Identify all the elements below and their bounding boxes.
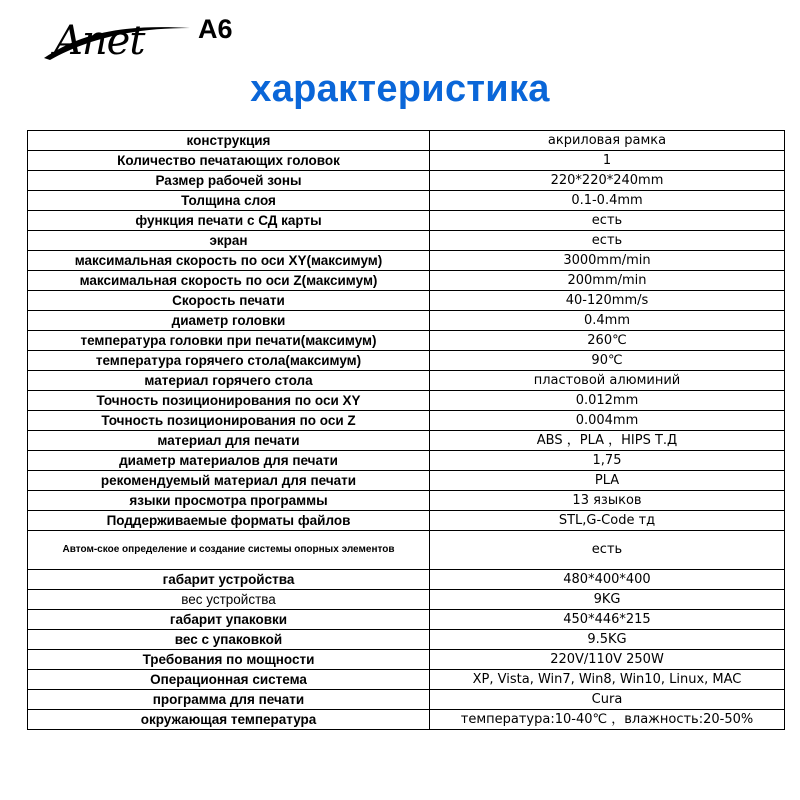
table-row <box>28 511 785 531</box>
spec-value: 90℃ <box>430 351 785 371</box>
table-row <box>28 331 785 351</box>
table-row <box>28 411 785 431</box>
spec-label: программа для печати <box>28 690 430 710</box>
spec-label: максимальная скорость по оси Z(максимум) <box>28 271 430 291</box>
spec-label: максимальная скорость по оси XY(максимум) <box>28 251 430 271</box>
spec-label: габарит упаковки <box>28 610 430 630</box>
brand-name: Anet <box>54 18 145 64</box>
model-name: A6 <box>198 14 233 44</box>
spec-value: PLA <box>430 471 785 491</box>
spec-label: окружающая температура <box>28 710 430 730</box>
spec-label: вес с упаковкой <box>28 630 430 650</box>
spec-label: Автом-ское определение и создание системы опорных элементов <box>28 531 430 570</box>
spec-value: 260℃ <box>430 331 785 351</box>
table-row <box>28 311 785 331</box>
table-row <box>28 650 785 670</box>
table-row <box>28 491 785 511</box>
spec-value: 40-120mm/s <box>430 291 785 311</box>
spec-label: диаметр материалов для печати <box>28 451 430 471</box>
table-row <box>28 271 785 291</box>
table-row <box>28 690 785 710</box>
spec-value: акриловая рамка <box>430 131 785 151</box>
spec-label: габарит устройства <box>28 570 430 590</box>
spec-label: вес устройства <box>28 590 430 610</box>
spec-value: температура:10-40℃ ，влажность:20-50% <box>430 710 785 730</box>
spec-label: Размер рабочей зоны <box>28 171 430 191</box>
table-row <box>28 251 785 271</box>
table-row <box>28 351 785 371</box>
spec-value: ABS ，PLA ，HIPS Т.Д <box>430 431 785 451</box>
spec-label: языки просмотра программы <box>28 491 430 511</box>
table-row <box>28 570 785 590</box>
spec-value: Cura <box>430 690 785 710</box>
spec-value: 13 языков <box>430 491 785 511</box>
spec-value: STL,G-Code тд <box>430 511 785 531</box>
spec-label: Количество печатающих головок <box>28 151 430 171</box>
table-row <box>28 171 785 191</box>
table-row <box>28 231 785 251</box>
spec-label: материал для печати <box>28 431 430 451</box>
table-row <box>28 211 785 231</box>
spec-value: 9KG <box>430 590 785 610</box>
table-row <box>28 610 785 630</box>
spec-value: 220V/110V 250W <box>430 650 785 670</box>
spec-label: Требования по мощности <box>28 650 430 670</box>
spec-value: 220*220*240mm <box>430 171 785 191</box>
spec-value: 450*446*215 <box>430 610 785 630</box>
table-row <box>28 531 785 570</box>
page-title: характеристика <box>250 68 550 110</box>
table-row <box>28 131 785 151</box>
spec-value: есть <box>430 231 785 251</box>
spec-value: 0.012mm <box>430 391 785 411</box>
spec-value: пластовой алюминий <box>430 371 785 391</box>
table-row <box>28 431 785 451</box>
table-row <box>28 391 785 411</box>
table-row <box>28 670 785 690</box>
spec-value: 0.1-0.4mm <box>430 191 785 211</box>
spec-label: Точность позиционирования по оси Z <box>28 411 430 431</box>
spec-value: 480*400*400 <box>430 570 785 590</box>
spec-value: 200mm/min <box>430 271 785 291</box>
spec-value: есть <box>430 531 785 570</box>
spec-label: Толщина слоя <box>28 191 430 211</box>
spec-value: XP, Vista, Win7, Win8, Win10, Linux, MAC <box>430 670 785 690</box>
table-row <box>28 371 785 391</box>
table-row <box>28 710 785 730</box>
spec-value: 0.004mm <box>430 411 785 431</box>
spec-value: 1 <box>430 151 785 171</box>
table-row <box>28 451 785 471</box>
spec-label: рекомендуемый материал для печати <box>28 471 430 491</box>
spec-label: температура головки при печати(максимум) <box>28 331 430 351</box>
spec-label: конструкция <box>28 131 430 151</box>
brand-logo <box>40 12 260 62</box>
spec-value: 9.5KG <box>430 630 785 650</box>
spec-value: есть <box>430 211 785 231</box>
table-row <box>28 590 785 610</box>
spec-label: Скорость печати <box>28 291 430 311</box>
spec-label: функция печати с СД карты <box>28 211 430 231</box>
spec-label: диаметр головки <box>28 311 430 331</box>
spec-table <box>27 130 785 730</box>
spec-label: экран <box>28 231 430 251</box>
spec-label: Точность позиционирования по оси XY <box>28 391 430 411</box>
spec-value: 0.4mm <box>430 311 785 331</box>
spec-label: Операционная система <box>28 670 430 690</box>
table-row <box>28 291 785 311</box>
table-row <box>28 191 785 211</box>
spec-label: материал горячего стола <box>28 371 430 391</box>
spec-label: Поддерживаемые форматы файлов <box>28 511 430 531</box>
spec-label: температура горячего стола(максимум) <box>28 351 430 371</box>
table-row <box>28 471 785 491</box>
spec-value: 1,75 <box>430 451 785 471</box>
spec-value: 3000mm/min <box>430 251 785 271</box>
table-row <box>28 630 785 650</box>
table-row <box>28 151 785 171</box>
